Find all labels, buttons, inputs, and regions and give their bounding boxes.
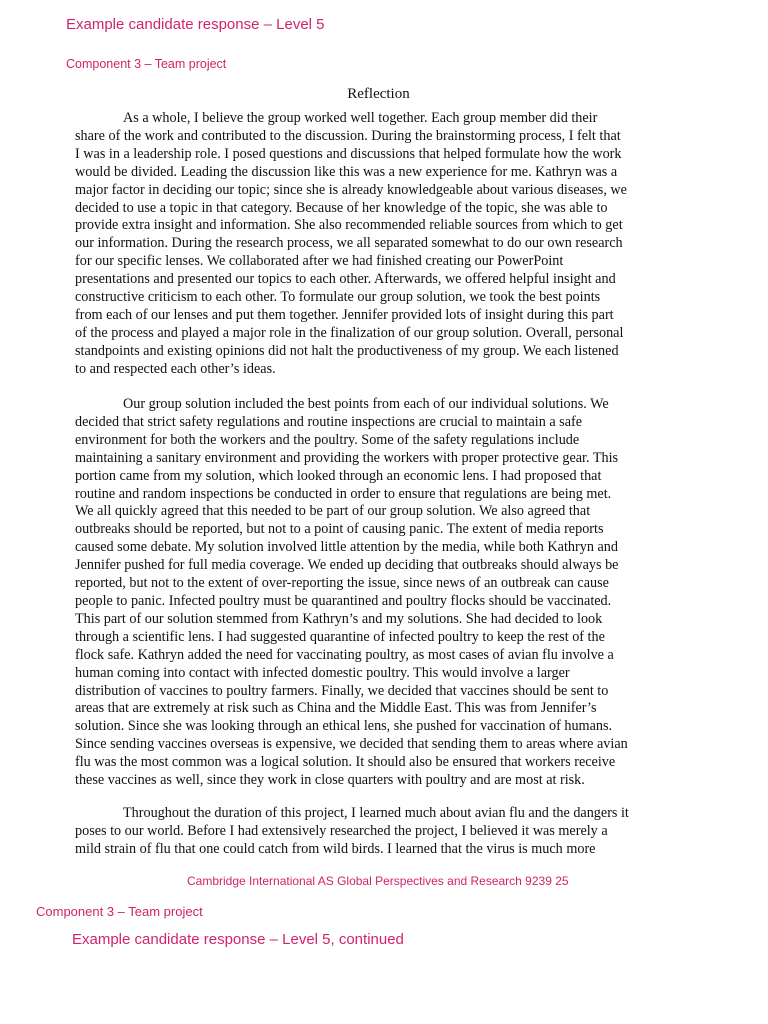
paragraph-line: these vaccines as well, since they work in close quarters with poultry and are most at risk. [75,772,585,789]
paragraph-line: for our specific lenses. We collaborated after we had finished creating our PowerPoint [75,253,564,270]
paragraph-line: constructive criticism to each other. To formulate our group solution, we took the best points [75,289,601,306]
paragraph-line: reported, but not to the extent of over-reporting the issue, since news of an outbreak can cause [75,575,609,592]
paragraph-line: Throughout the duration of this project, I learned much about avian flu and the dangers it [123,805,629,821]
paragraph-line: standpoints and existing opinions did not halt the productiveness of my group. We each listened [75,342,619,359]
paragraph-line: flock safe. Kathryn added the need for vaccinating poultry, as most cases of avian flu involve a [75,646,614,663]
paragraph-2 [75,396,695,790]
footer-heading: Example candidate response – Level 5, continued [72,931,404,948]
paragraph-line: through a scientific lens. I had suggested quarantine of infected poultry to keep the rest of the [75,628,605,645]
paragraph-line: flu was the most common was a logical solution. It should also be ensured that workers receive [75,754,616,771]
paragraph-line: environment for both the workers and the poultry. Some of the safety regulations include [75,431,580,448]
paragraph-line: solution. Since she was looking through an ethical lens, she pushed for vaccination of humans. [75,718,613,735]
paragraph-1 [75,110,695,379]
component-label: Component 3 – Team project [66,57,227,71]
paragraph-line: presentations and presented our topics to each other. Afterwards, we offered helpful insight and [75,271,616,288]
paragraph-line: decided that strict safety regulations and routine inspections are crucial to maintain a safe [75,413,583,430]
paragraph-line: caused some debate. My solution involved little attention by the media, while both Kathryn and [75,539,618,556]
paragraph-line: This part of our solution stemmed from Kathryn’s and my solutions. She had decided to look [75,610,603,627]
paragraph-line: outbreaks should be reported, but not to a point of causing panic. The extent of media reports [75,521,604,538]
paragraph-line: portion came from my solution, which looked through an economic lens. I had proposed that [75,467,602,484]
paragraph-line: Our group solution included the best points from each of our individual solutions. We [123,396,609,412]
footer-component-label: Component 3 – Team project [36,904,203,919]
paragraph-line: We all quickly agreed that this needed to be part of our group solution. We also agreed that [75,503,591,520]
paragraph-line: would be divided. Leading the discussion like this was a new experience for me. Kathryn was a [75,163,618,180]
paragraph-line: maintaining a sanitary environment and providing the workers with proper protective gear. This [75,449,619,466]
document-title: Reflection [347,86,410,102]
page-heading: Example candidate response – Level 5 [66,16,325,33]
paragraph-line: As a whole, I believe the group worked well together. Each group member did their [123,110,598,126]
paragraph-line: distribution of vaccines to poultry farmers. Finally, we decided that vaccines should be sent to [75,682,609,699]
paragraph-line: of the process and played a major role in the finalization of our group solution. Overall, personal [75,324,624,341]
paragraph-line: to and respected each other’s ideas. [75,360,276,377]
footer-credit: Cambridge International AS Global Perspectives and Research 9239 25 [187,874,569,888]
paragraph-line: our information. During the research process, we all separated somewhat to do our own research [75,235,623,252]
paragraph-line: I was in a leadership role. I posed questions and discussions that helped formulate how the work [75,145,622,162]
paragraph-line: people to panic. Infected poultry must be quarantined and poultry flocks should be vaccinated. [75,592,612,609]
paragraph-line: routine and random inspections be conducted in order to ensure that regulations are being met. [75,485,612,502]
paragraph-line: areas that are extremely at risk such as China and the Middle East. This was from Jennifer’s [75,700,597,717]
paragraph-line: human coming into contact with infected domestic poultry. This would involve a larger [75,664,570,681]
paragraph-line: mild strain of flu that one could catch from wild birds. I learned that the virus is much more [75,840,596,857]
paragraph-line: Jennifer pushed for full media coverage. We ended up deciding that outbreaks should always be [75,557,619,574]
paragraph-line: poses to our world. Before I had extensively researched the project, I believed it was merely a [75,822,608,839]
paragraph-line: provide extra insight and information. She also recommended reliable sources from which to get [75,217,623,234]
paragraph-line: share of the work and contributed to the discussion. During the brainstorming process, I felt that [75,127,621,144]
paragraph-line: Since sending vaccines overseas is expensive, we decided that sending them to areas where avian [75,736,628,753]
paragraph-line: major factor in deciding our topic; since she is already knowledgeable about various diseases, we [75,181,627,198]
paragraph-3 [75,805,695,859]
paragraph-line: decided to use a topic in that category. Because of her knowledge of the topic, she was able to [75,199,608,216]
paragraph-line: from each of our lenses and put them together. Jennifer provided lots of insight during this part [75,306,614,323]
